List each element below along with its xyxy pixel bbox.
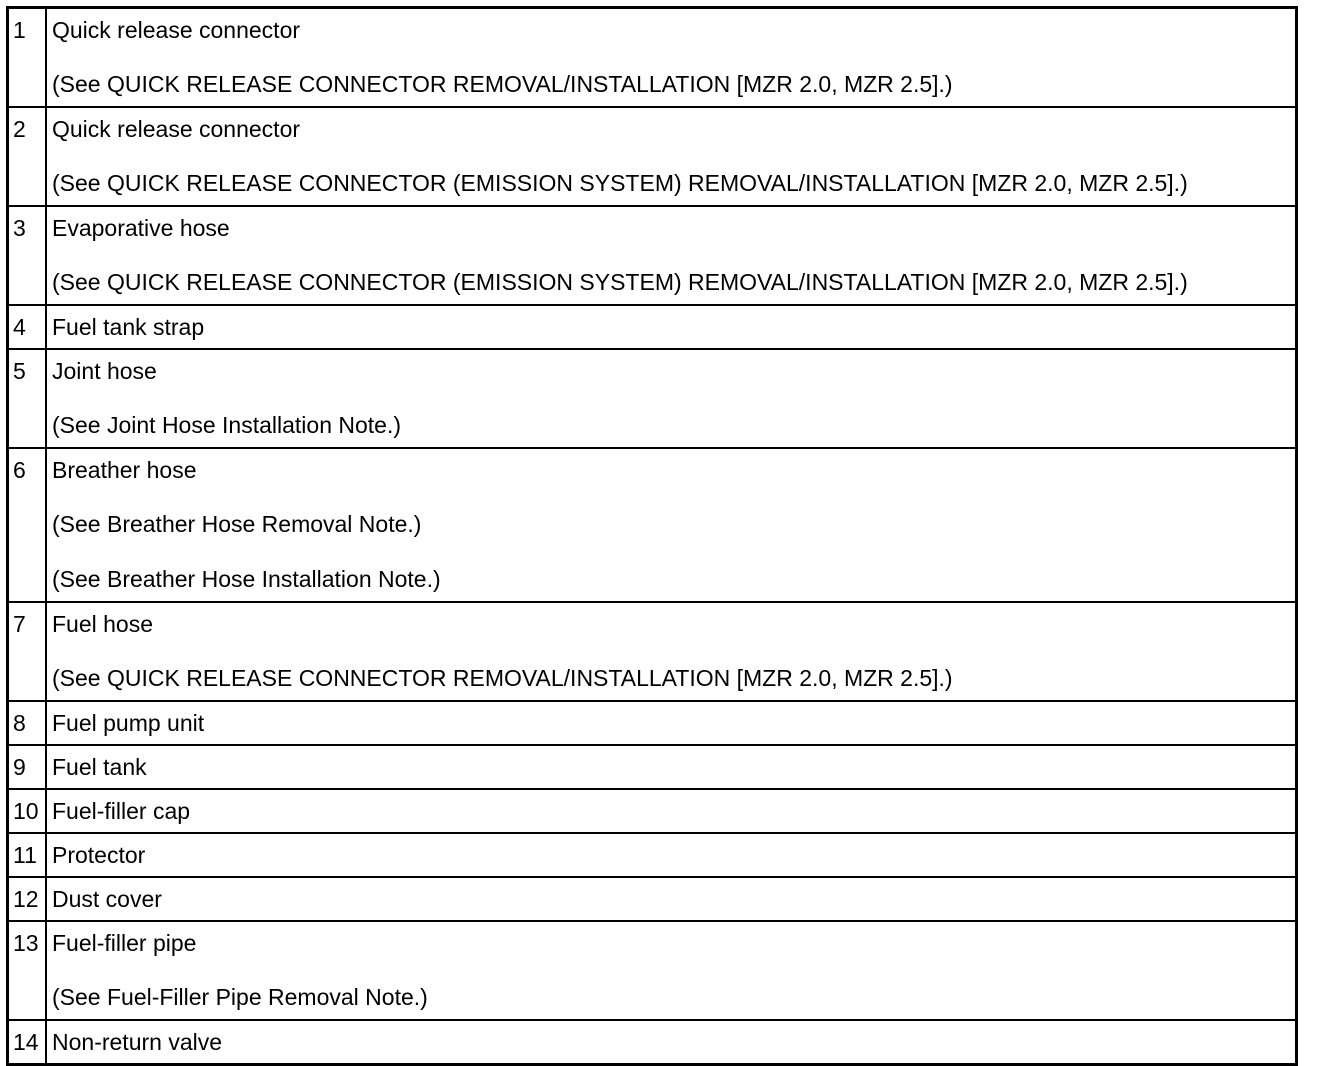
- part-description-cell: [46, 789, 1297, 833]
- part-description-cell: [46, 305, 1297, 349]
- part-number-cell: [8, 107, 47, 206]
- part-description-cell: [46, 602, 1297, 701]
- part-number: 1: [13, 17, 26, 43]
- part-number: 4: [13, 314, 26, 340]
- part-description-cell: [46, 349, 1297, 448]
- part-number: 2: [13, 116, 26, 142]
- part-number-cell: [8, 921, 47, 1020]
- part-number: 3: [13, 215, 26, 241]
- part-name: Fuel pump unit: [52, 710, 205, 736]
- table-row: [8, 877, 1297, 921]
- table-row: [8, 1020, 1297, 1065]
- part-number-cell: [8, 789, 47, 833]
- part-number: 5: [13, 358, 26, 384]
- table-row: [8, 602, 1297, 701]
- part-name: Quick release connector: [52, 116, 301, 142]
- part-name: Fuel hose: [52, 611, 154, 637]
- part-number: 14: [13, 1029, 39, 1055]
- parts-table-body: [8, 8, 1297, 1065]
- table-row: [8, 833, 1297, 877]
- table-row: [8, 305, 1297, 349]
- table-row: [8, 789, 1297, 833]
- part-description-cell: [46, 877, 1297, 921]
- part-reference-link[interactable]: (See Fuel-Filler Pipe Removal Note.): [52, 984, 428, 1010]
- part-number: 6: [13, 457, 26, 483]
- part-number-cell: [8, 877, 47, 921]
- part-number: 8: [13, 710, 26, 736]
- part-reference-link[interactable]: (See QUICK RELEASE CONNECTOR REMOVAL/INSTALLATION [MZR 2.0, MZR 2.5].): [52, 71, 953, 97]
- part-number: 12: [13, 886, 39, 912]
- table-row: [8, 921, 1297, 1020]
- part-number: 11: [13, 842, 37, 868]
- part-reference-link[interactable]: (See QUICK RELEASE CONNECTOR REMOVAL/INSTALLATION [MZR 2.0, MZR 2.5].): [52, 665, 953, 691]
- part-number-cell: [8, 448, 47, 602]
- part-number-cell: [8, 206, 47, 305]
- table-row: [8, 701, 1297, 745]
- part-name: Non-return valve: [52, 1029, 223, 1055]
- table-row: [8, 8, 1297, 108]
- parts-table: [6, 6, 1298, 1066]
- part-number: 9: [13, 754, 26, 780]
- part-description-cell: [46, 448, 1297, 602]
- part-number: 10: [13, 798, 39, 824]
- part-number-cell: [8, 745, 47, 789]
- table-row: [8, 349, 1297, 448]
- part-number-cell: [8, 701, 47, 745]
- part-description-cell: [46, 1020, 1297, 1065]
- table-row: [8, 107, 1297, 206]
- part-number: 7: [13, 611, 26, 637]
- part-name: Evaporative hose: [52, 215, 230, 241]
- part-name: Joint hose: [52, 358, 157, 384]
- part-reference-link[interactable]: (See QUICK RELEASE CONNECTOR (EMISSION SYSTEM) REMOVAL/INSTALLATION [MZR 2.0, MZR 2.5].): [52, 269, 1188, 295]
- part-number-cell: [8, 305, 47, 349]
- part-number-cell: [8, 349, 47, 448]
- part-description-cell: [46, 921, 1297, 1020]
- part-reference-link[interactable]: (See Joint Hose Installation Note.): [52, 412, 402, 438]
- part-description-cell: [46, 107, 1297, 206]
- part-name: Fuel tank strap: [52, 314, 205, 340]
- part-number-cell: [8, 602, 47, 701]
- part-description-cell: [46, 745, 1297, 789]
- part-number-cell: [8, 833, 47, 877]
- part-number: 13: [13, 930, 39, 956]
- part-name: Quick release connector: [52, 17, 301, 43]
- part-description-cell: [46, 206, 1297, 305]
- table-row: [8, 448, 1297, 602]
- part-name: Dust cover: [52, 886, 162, 912]
- part-description-cell: [46, 701, 1297, 745]
- part-number-cell: [8, 1020, 47, 1065]
- part-reference-link[interactable]: (See Breather Hose Installation Note.): [52, 566, 441, 592]
- part-name: Fuel-filler cap: [52, 798, 191, 824]
- part-reference-link[interactable]: (See Breather Hose Removal Note.): [52, 511, 422, 537]
- part-name: Fuel-filler pipe: [52, 930, 197, 956]
- part-name: Protector: [52, 842, 146, 868]
- part-description-cell: [46, 833, 1297, 877]
- part-number-cell: [8, 8, 47, 108]
- part-name: Breather hose: [52, 457, 197, 483]
- table-row: [8, 745, 1297, 789]
- table-row: [8, 206, 1297, 305]
- part-description-cell: [46, 8, 1297, 108]
- part-name: Fuel tank: [52, 754, 147, 780]
- part-reference-link[interactable]: (See QUICK RELEASE CONNECTOR (EMISSION SYSTEM) REMOVAL/INSTALLATION [MZR 2.0, MZR 2.5].): [52, 170, 1188, 196]
